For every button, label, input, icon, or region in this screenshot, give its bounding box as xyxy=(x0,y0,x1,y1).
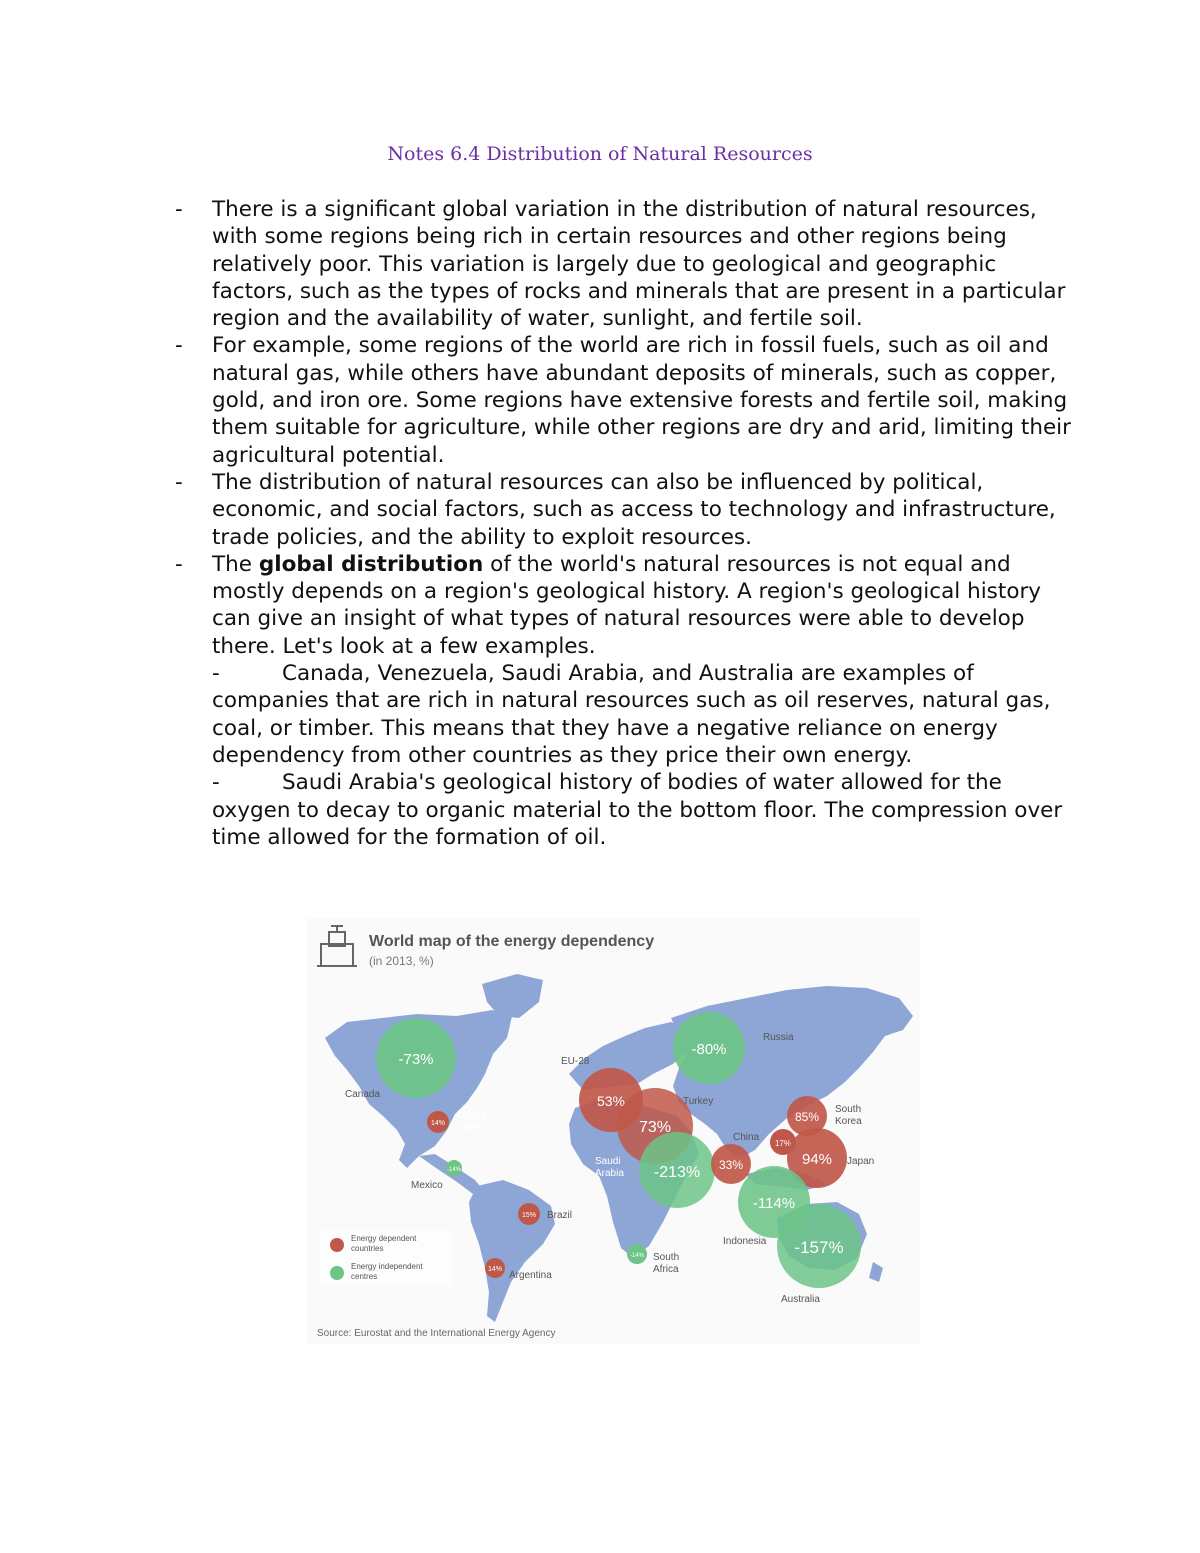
notes-body xyxy=(175,196,1075,851)
country-label: Russia xyxy=(763,1032,794,1043)
energy-dependency-map-figure xyxy=(307,918,920,1344)
bullet-item xyxy=(175,469,1075,551)
bubble-argentina xyxy=(485,1258,505,1278)
south-america-landmass xyxy=(469,1180,555,1322)
country-label: South xyxy=(653,1252,680,1263)
bubble-value: 33% xyxy=(718,1158,744,1172)
bullet-text: The distribution of natural resources can also be influenced by political, economic, and social factors, such as access to technology and infrastructure, trade policies, and the ability to exploit resources. xyxy=(212,469,1056,550)
map-source: Source: Eurostat and the International Energy Agency xyxy=(317,1328,556,1339)
bubble-value: 85% xyxy=(794,1110,820,1124)
bubble-mexico xyxy=(446,1160,462,1176)
bullet-text: For example, some regions of the world are rich in fossil fuels, such as oil and natural gas, while others have abundant deposits of minerals, such as copper, gold, and iron ore. Some regions have extensive forests and fertile soil, making them suitable for agriculture, while other regions are dry and arid, limiting their agricultural potential. xyxy=(212,333,1071,468)
bubble-value: -73% xyxy=(398,1051,434,1068)
country-label: Saudi xyxy=(595,1156,621,1167)
bubble-brazil xyxy=(518,1203,540,1225)
bubble-value: 73% xyxy=(638,1119,672,1136)
legend-label: Energy dependent xyxy=(351,1234,417,1243)
country-label: Indonesia xyxy=(723,1236,767,1247)
bullet-dash: - xyxy=(175,197,183,222)
country-label: China xyxy=(733,1132,760,1143)
map-legend xyxy=(319,1230,453,1286)
country-label: EU-28 xyxy=(561,1056,590,1067)
bullet-dash: - xyxy=(175,333,183,359)
country-label: Brazil xyxy=(547,1210,573,1221)
bullet-dash: - xyxy=(175,551,183,577)
legend-marker-independent xyxy=(330,1266,344,1280)
bubble-value: 15% xyxy=(521,1212,537,1219)
country-label: Arabia xyxy=(595,1168,624,1179)
bubble-india xyxy=(711,1144,751,1184)
bubble-value: 14% xyxy=(430,1120,446,1127)
country-label: Australia xyxy=(781,1294,820,1305)
sub-bullet-dash: - xyxy=(212,770,220,796)
country-label: Argentina xyxy=(509,1270,552,1281)
bubble-canada xyxy=(376,1018,456,1098)
bubble-russia xyxy=(673,1012,745,1084)
pipe-icon xyxy=(317,926,357,966)
bubble-saudi-arabia xyxy=(639,1132,715,1208)
country-label: States xyxy=(457,1122,486,1133)
map-subtitle: (in 2013, %) xyxy=(369,954,434,968)
sub-bullet-dash: - xyxy=(212,661,220,687)
bullet-text-post: of the world's natural resources is not equal and mostly depends on a region's geological history. A region's geological history can give an insight of what types of natural resources were able to develop there. Let's look at a few examples. xyxy=(212,551,1042,659)
bubble-value: 14% xyxy=(487,1266,503,1273)
bullet-item xyxy=(175,196,1075,332)
bubble-value: 94% xyxy=(801,1151,833,1168)
bullet-item xyxy=(175,551,1075,660)
bubble-value: -80% xyxy=(691,1041,727,1058)
bubble-value: -14% xyxy=(446,1167,462,1173)
bubble-value: -213% xyxy=(653,1164,701,1181)
sub-bullet-text: Canada, Venezuela, Saudi Arabia, and Australia are examples of companies that are rich in natural resources such as oil reserves, natural gas, coal, or timber. This means that they have a negative reliance on energy dependency from other countries as they price their own energy. xyxy=(212,661,1051,768)
legend-label: countries xyxy=(351,1244,384,1253)
bullet-text: There is a significant global variation in the distribution of natural resources, with some regions being rich in certain resources and other regions being relatively poor. This variation is largely due to geological and geographic factors, such as the types of rocks and minerals that are present in a particular region and the availability of water, sunlight, and fertile soil. xyxy=(212,197,1066,332)
country-label: United xyxy=(457,1110,486,1121)
country-label: Turkey xyxy=(683,1096,714,1107)
new-zealand-landmass xyxy=(869,1262,883,1282)
bubble-united-states xyxy=(427,1111,449,1133)
bullet-dash: - xyxy=(175,469,183,495)
map-title: World map of the energy dependency xyxy=(369,933,655,950)
bubble-south-africa xyxy=(627,1244,647,1264)
world-map-svg xyxy=(307,918,920,1344)
bubble-value: -114% xyxy=(752,1195,796,1212)
bullet-item xyxy=(175,332,1075,468)
legend-label: centres xyxy=(351,1272,378,1281)
bubble-value: -14% xyxy=(629,1253,645,1259)
page-title: Notes 6.4 Distribution of Natural Resources xyxy=(387,143,813,165)
country-label: South xyxy=(835,1104,862,1115)
bubble-value: 53% xyxy=(596,1093,626,1109)
country-label: Mexico xyxy=(411,1180,443,1191)
bubble-value: 17% xyxy=(774,1139,792,1148)
sub-bullet-item xyxy=(175,769,1075,851)
country-label: Korea xyxy=(835,1116,862,1127)
sub-bullet-item xyxy=(175,660,1075,769)
bullet-text-bold: global distribution xyxy=(258,551,484,577)
country-label: Japan xyxy=(847,1156,875,1167)
legend-label: Energy independent xyxy=(351,1262,423,1271)
sub-bullet-text: Saudi Arabia's geological history of bodies of water allowed for the oxygen to decay to organic material to the bottom floor. The compression over time allowed for the formation of oil. xyxy=(212,770,1063,850)
bubble-value: -157% xyxy=(794,1238,844,1257)
bullet-text-pre: The xyxy=(212,551,259,577)
country-label: Canada xyxy=(345,1089,381,1100)
country-label: Africa xyxy=(653,1264,679,1275)
bubble-australia xyxy=(777,1204,861,1288)
legend-marker-dependent xyxy=(330,1238,344,1252)
